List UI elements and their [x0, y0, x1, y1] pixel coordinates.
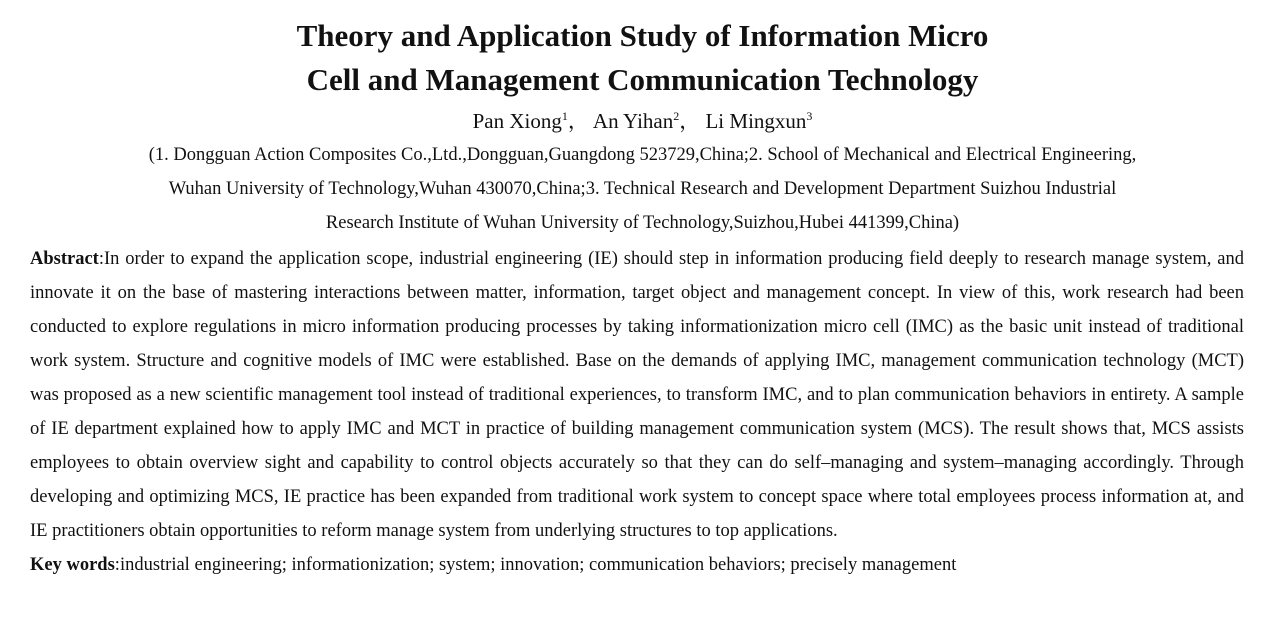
- author-2: [593, 109, 700, 133]
- affiliations: [0, 138, 1285, 240]
- author-3: [705, 109, 812, 133]
- abstract-label: Abstract: [30, 249, 99, 269]
- abstract-text: In order to expand the application scope, industrial engineering (IE) should step in information producing field deeply to research manage system, and innovate it on the base of mastering interactions between matter, information, target object and management concept. In view of this, work research had been conducted to explore regulations in micro information producing processes by taking informationization micro cell (IMC) as the basic unit instead of traditional work system. Structure and cognitive models of IMC were established. Base on the demands of applying IMC, management communication technology (MCT) was proposed as a new scientific management tool instead of traditional experiences, to transform IMC, and to plan communication behaviors in entirety. A sample of IE department explained how to apply IMC and MCT in practice of building management communication system (MCS). The result shows that, MCS assists employees to obtain overview sight and capability to control objects accurately so that they can do self–managing and system–managing accordingly. Through developing and optimizing MCS, IE practice has been expanded from traditional work system to concept space where total employees process information at, and IE practitioners obtain opportunities to reform manage system from underlying structures to top applications.: [30, 249, 1244, 541]
- title-line-2: Cell and Management Communication Technology: [306, 62, 979, 97]
- abstract: [30, 242, 1244, 548]
- author-1: [473, 109, 589, 133]
- keywords-text: industrial engineering; informationization; system; innovation; communication behaviors; precisely management: [119, 555, 957, 575]
- author-list: [0, 106, 1285, 136]
- keywords-separator: :: [114, 555, 120, 575]
- keywords: [30, 548, 1244, 582]
- title-line-1: Theory and Application Study of Information Micro: [296, 18, 989, 53]
- author-affil-mark: 1: [561, 109, 568, 123]
- abstract-separator: :: [98, 249, 104, 269]
- author-name: Pan Xiong: [472, 109, 562, 133]
- author-separator: ，: [679, 109, 701, 133]
- keywords-label: Key words: [30, 555, 115, 575]
- affiliation-line: (1. Dongguan Action Composites Co.,Ltd.,Dongguan,Guangdong 523729,China;2. School of Mechanical and Electrical Engineering,: [148, 145, 1137, 165]
- author-separator: ，: [567, 109, 589, 133]
- author-affil-mark: 2: [673, 109, 680, 123]
- affiliation-line: Research Institute of Wuhan University of Technology,Suizhou,Hubei 441399,China): [325, 213, 960, 233]
- author-name: Li Mingxun: [705, 109, 807, 133]
- author-name: An Yihan: [592, 109, 674, 133]
- author-affil-mark: 3: [806, 109, 813, 123]
- paper-title: [0, 0, 1285, 102]
- affiliation-line: Wuhan University of Technology,Wuhan 430070,China;3. Technical Research and Development Department Suizhou Industrial: [168, 179, 1117, 199]
